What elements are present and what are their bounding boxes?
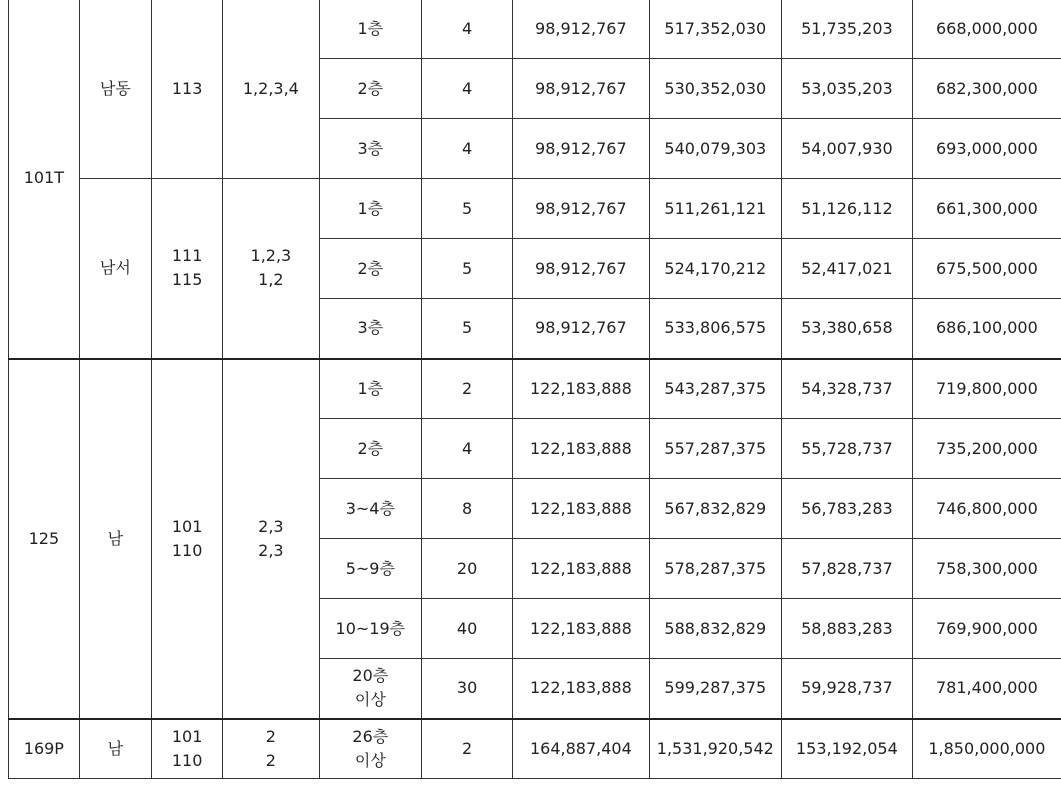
line-cell-line: 2,3 <box>258 516 284 536</box>
units-cell: 40 <box>422 599 513 659</box>
land-price-cell: 122,183,888 <box>513 479 650 539</box>
floor-cell-line: 이상 <box>354 750 386 770</box>
total-price-cell: 758,300,000 <box>912 539 1061 599</box>
units-cell: 5 <box>422 239 513 299</box>
land-price-cell: 98,912,767 <box>513 239 650 299</box>
building-price-cell: 588,832,829 <box>649 599 781 659</box>
land-price-cell: 122,183,888 <box>513 419 650 479</box>
total-price-cell: 686,100,000 <box>912 299 1061 359</box>
floor-cell <box>319 359 422 419</box>
total-price-cell: 682,300,000 <box>912 59 1061 119</box>
vat-cell: 57,828,737 <box>782 539 913 599</box>
floor-cell-line: 10~19층 <box>335 618 406 638</box>
building-price-cell: 599,287,375 <box>649 659 781 719</box>
units-cell: 8 <box>422 479 513 539</box>
floor-cell <box>319 719 422 779</box>
floor-cell <box>319 479 422 539</box>
total-price-cell: 675,500,000 <box>912 239 1061 299</box>
units-cell: 5 <box>422 299 513 359</box>
line-cell <box>223 0 319 179</box>
table-row <box>9 719 1061 779</box>
total-price-cell: 735,200,000 <box>912 419 1061 479</box>
floor-cell <box>319 599 422 659</box>
land-price-cell: 122,183,888 <box>513 359 650 419</box>
line-cell-line: 2,3 <box>258 540 284 560</box>
land-price-cell: 122,183,888 <box>513 659 650 719</box>
vat-cell: 54,007,930 <box>782 119 913 179</box>
dong-cell-line: 115 <box>171 270 203 290</box>
direction-cell: 남동 <box>79 0 151 179</box>
table-row <box>9 359 1061 419</box>
floor-cell <box>319 539 422 599</box>
direction-cell: 남서 <box>79 179 151 359</box>
dong-cell-line: 101 <box>171 726 203 746</box>
building-price-cell: 533,806,575 <box>649 299 781 359</box>
vat-cell: 53,035,203 <box>782 59 913 119</box>
units-cell: 2 <box>422 359 513 419</box>
total-price-cell: 1,850,000,000 <box>912 719 1061 779</box>
total-price-cell: 769,900,000 <box>912 599 1061 659</box>
land-price-cell: 98,912,767 <box>513 299 650 359</box>
dong-cell-line: 111 <box>171 246 203 266</box>
land-price-cell: 164,887,404 <box>513 719 650 779</box>
vat-cell: 59,928,737 <box>782 659 913 719</box>
land-price-cell: 98,912,767 <box>513 0 650 59</box>
vat-cell: 52,417,021 <box>782 239 913 299</box>
land-price-cell: 98,912,767 <box>513 119 650 179</box>
type-cell: 101T <box>9 0 80 359</box>
floor-cell-line: 26층 <box>352 726 389 746</box>
units-cell: 4 <box>422 59 513 119</box>
units-cell: 2 <box>422 719 513 779</box>
land-price-cell: 122,183,888 <box>513 599 650 659</box>
total-price-cell: 693,000,000 <box>912 119 1061 179</box>
units-cell: 4 <box>422 0 513 59</box>
vat-cell: 53,380,658 <box>782 299 913 359</box>
units-cell: 4 <box>422 419 513 479</box>
units-cell: 4 <box>422 119 513 179</box>
floor-cell <box>319 299 422 359</box>
line-cell <box>223 359 319 719</box>
land-price-cell: 122,183,888 <box>513 539 650 599</box>
floor-cell-line: 3층 <box>357 318 384 338</box>
floor-cell-line: 2층 <box>357 78 384 98</box>
floor-cell <box>319 179 422 239</box>
floor-cell-line: 20층 <box>352 666 389 686</box>
table-body <box>9 0 1061 779</box>
building-price-cell: 543,287,375 <box>649 359 781 419</box>
floor-cell-line: 3층 <box>357 138 384 158</box>
floor-cell-line: 2층 <box>357 438 384 458</box>
floor-cell <box>319 119 422 179</box>
total-price-cell: 746,800,000 <box>912 479 1061 539</box>
vat-cell: 54,328,737 <box>782 359 913 419</box>
land-price-cell: 98,912,767 <box>513 59 650 119</box>
vat-cell: 56,783,283 <box>782 479 913 539</box>
units-cell: 30 <box>422 659 513 719</box>
dong-cell <box>151 0 222 179</box>
vat-cell: 55,728,737 <box>782 419 913 479</box>
building-price-cell: 578,287,375 <box>649 539 781 599</box>
floor-cell-line: 1층 <box>357 18 384 38</box>
line-cell-line: 1,2 <box>258 270 284 290</box>
floor-cell <box>319 659 422 719</box>
floor-cell <box>319 419 422 479</box>
land-price-cell: 98,912,767 <box>513 179 650 239</box>
floor-cell-line: 이상 <box>354 690 386 710</box>
building-price-cell: 530,352,030 <box>649 59 781 119</box>
line-cell-line: 2 <box>265 750 276 770</box>
dong-cell-line: 113 <box>171 78 203 98</box>
floor-cell-line: 1층 <box>357 378 384 398</box>
type-cell: 125 <box>9 359 80 719</box>
dong-cell <box>151 719 222 779</box>
direction-cell: 남 <box>79 719 151 779</box>
floor-cell <box>319 0 422 59</box>
total-price-cell: 719,800,000 <box>912 359 1061 419</box>
vat-cell: 51,735,203 <box>782 0 913 59</box>
type-cell: 169P <box>9 719 80 779</box>
vat-cell: 58,883,283 <box>782 599 913 659</box>
dong-cell-line: 110 <box>171 750 203 770</box>
building-price-cell: 557,287,375 <box>649 419 781 479</box>
units-cell: 20 <box>422 539 513 599</box>
direction-cell: 남 <box>79 359 151 719</box>
line-cell-line: 2 <box>265 726 276 746</box>
line-cell-line: 1,2,3 <box>250 246 292 266</box>
building-price-cell: 540,079,303 <box>649 119 781 179</box>
total-price-cell: 661,300,000 <box>912 179 1061 239</box>
floor-cell-line: 1층 <box>357 198 384 218</box>
table-row <box>9 179 1061 239</box>
floor-cell-line: 2층 <box>357 258 384 278</box>
building-price-cell: 524,170,212 <box>649 239 781 299</box>
floor-cell <box>319 59 422 119</box>
floor-cell <box>319 239 422 299</box>
vat-cell: 51,126,112 <box>782 179 913 239</box>
total-price-cell: 668,000,000 <box>912 0 1061 59</box>
table-row <box>9 0 1061 59</box>
line-cell <box>223 719 319 779</box>
dong-cell-line: 110 <box>171 540 203 560</box>
floor-cell-line: 5~9층 <box>345 558 395 578</box>
floor-cell-line: 3~4층 <box>345 498 395 518</box>
total-price-cell: 781,400,000 <box>912 659 1061 719</box>
dong-cell <box>151 359 222 719</box>
building-price-cell: 567,832,829 <box>649 479 781 539</box>
building-price-cell: 517,352,030 <box>649 0 781 59</box>
units-cell: 5 <box>422 179 513 239</box>
building-price-cell: 511,261,121 <box>649 179 781 239</box>
line-cell-line: 1,2,3,4 <box>242 78 299 98</box>
line-cell <box>223 179 319 359</box>
building-price-cell: 1,531,920,542 <box>649 719 781 779</box>
dong-cell <box>151 179 222 359</box>
vat-cell: 153,192,054 <box>782 719 913 779</box>
dong-cell-line: 101 <box>171 516 203 536</box>
supply-price-table <box>8 0 1061 779</box>
